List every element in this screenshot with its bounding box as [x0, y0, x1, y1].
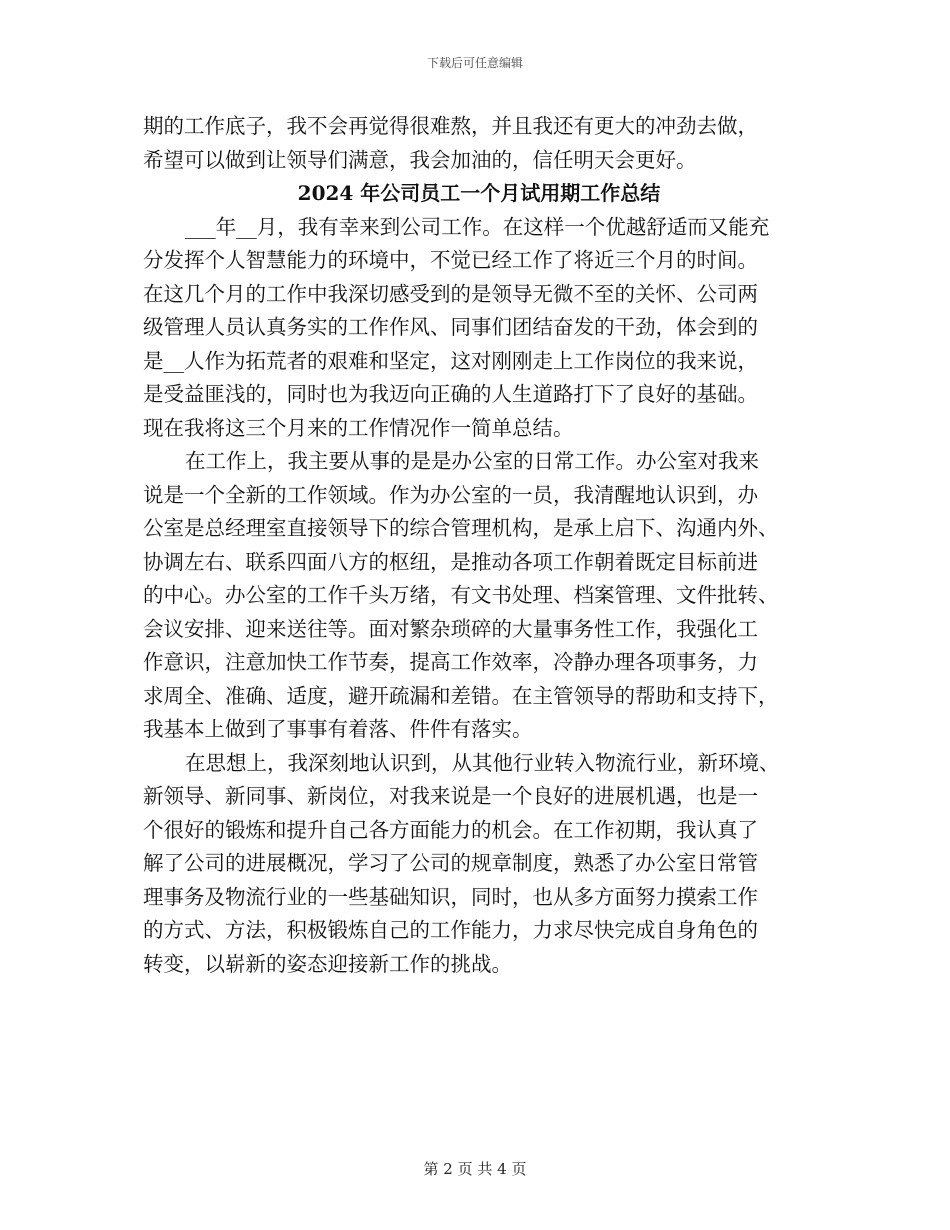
text-line: 是受益匪浅的，同时也为我迈向正确的人生道路打下了良好的基础。	[143, 382, 758, 406]
text-line: 说是一个全新的工作领域。作为办公室的一员，我清醒地认识到，办	[143, 482, 758, 507]
text-line: 求周全、准确、适度，避开疏漏和差错。在主管领导的帮助和支持下，	[143, 683, 779, 708]
text-line: 是__人作为拓荒者的艰难和坚定，这对刚刚走上工作岗位的我来说，	[143, 348, 758, 373]
text-line: 的中心。办公室的工作千头万绪，有文书处理、档案管理、文件批转、	[143, 583, 779, 607]
text-line: 分发挥个人智慧能力的环境中，不觉已经工作了将近三个月的时间。	[143, 248, 758, 272]
text-line: 级管理人员认真务实的工作作风、同事们团结奋发的干劲，体会到的	[143, 315, 758, 339]
text-line: 期的工作底子，我不会再觉得很难熬，并且我还有更大的冲劲去做，	[143, 114, 758, 138]
paragraph-start-line: 在工作上，我主要从事的是是办公室的日常工作。办公室对我来	[185, 449, 759, 473]
text-line: 个很好的锻炼和提升自己各方面能力的机会。在工作初期，我认真了	[143, 817, 758, 842]
text-line: 解了公司的进展概况，学习了公司的规章制度，熟悉了办公室日常管	[143, 851, 758, 875]
document-title: 2024 年公司员工一个月试用期工作总结	[297, 181, 661, 205]
document-body	[143, 110, 815, 981]
text-line: 会议安排、迎来送往等。面对繁杂琐碎的大量事务性工作，我强化工	[143, 616, 758, 641]
text-line: 在这几个月的工作中我深切感受到的是领导无微不至的关怀、公司两	[143, 281, 758, 306]
text-line: 协调左右、联系四面八方的枢纽，是推动各项工作朝着既定目标前进	[143, 549, 758, 574]
page-footer: 第 2 页 共 4 页	[423, 1160, 527, 1178]
text-line: 新领导、新同事、新岗位，对我来说是一个良好的进展机遇，也是一	[143, 784, 758, 808]
paragraph-start-line: 在思想上，我深刻地认识到，从其他行业转入物流行业，新环境、	[185, 750, 780, 775]
paragraph-start-line: ___年__月，我有幸来到公司工作。在这样一个优越舒适而又能充	[185, 214, 770, 239]
text-line: 转变，以崭新的姿态迎接新工作的挑战。	[143, 951, 512, 976]
text-line: 理事务及物流行业的一些基础知识，同时，也从多方面努力摸索工作	[143, 884, 758, 909]
text-line: 公室是总经理室直接领导下的综合管理机构，是承上启下、沟通内外、	[143, 516, 779, 540]
text-line: 现在我将这三个月来的工作情况作一简单总结。	[143, 415, 574, 440]
text-line: 的方式、方法，积极锻炼自己的工作能力，力求尽快完成自身角色的	[143, 918, 758, 942]
page-header: 下载后可任意编辑	[426, 56, 523, 70]
text-line: 希望可以做到让领导们满意，我会加油的，信任明天会更好。	[143, 147, 697, 172]
text-line: 作意识，注意加快工作节奏，提高工作效率，冷静办理各项事务，力	[143, 650, 758, 674]
text-line: 我基本上做到了事事有着落、件件有落实。	[143, 717, 533, 741]
